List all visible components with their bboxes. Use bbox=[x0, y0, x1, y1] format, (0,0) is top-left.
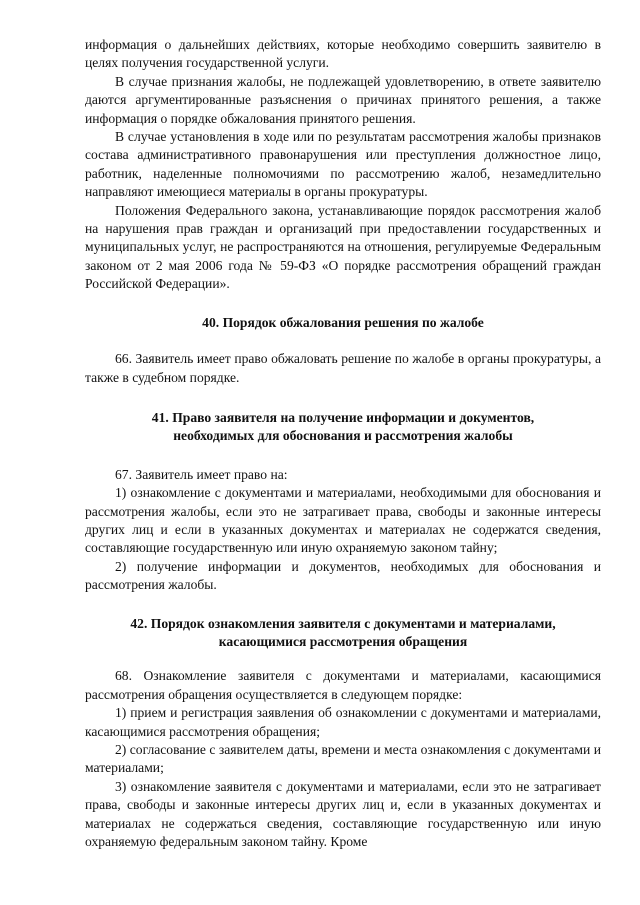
paragraph-68-item-2: 2) согласование с заявителем даты, времени и места ознакомления с документами и материалами; bbox=[85, 742, 601, 776]
section-40-heading: 40. Порядок обжалования решения по жалобе bbox=[202, 314, 484, 330]
paragraph-67-lead: 67. Заявитель имеет право на: bbox=[115, 466, 288, 482]
paragraph-66: 66. Заявитель имеет право обжаловать решение по жалобе в органы прокуратуры, а также в судебном порядке. bbox=[85, 351, 601, 385]
section-42-heading-line1: 42. Порядок ознакомления заявителя с документами и материалами, bbox=[130, 615, 556, 631]
paragraph-violation: В случае установления в ходе или по результатам рассмотрения жалобы признаков состава административного правонарушения или преступления должностное лицо, работник, наделенные полномочиями по рассмотрению жалоб, незамедлительно направляют имеющиеся материалы в органы прокуратуры. bbox=[85, 129, 601, 200]
paragraph-68-item-1: 1) прием и регистрация заявления об ознакомлении с документами и материалами, касающимися рассмотрения обращения; bbox=[85, 705, 601, 739]
paragraph-68-lead: 68. Ознакомление заявителя с документами и материалами, касающимися рассмотрения обращения осуществляется в следующем порядке: bbox=[85, 668, 601, 702]
paragraph-68-item-3: 3) ознакомление заявителя с документами и материалами, если это не затрагивает права, свободы и законные интересы других лиц и, если в указанных документах и материалах не содержаться сведения, составляющие государственную или иную охраняемую федеральным законом тайну. Кроме bbox=[85, 778, 601, 850]
document-page bbox=[85, 36, 601, 851]
paragraph-67-item-1: 1) ознакомление с документами и материалами, необходимыми для обоснования и рассмотрения жалобы, если это не затрагивает права, свободы и законные интересы других лиц и если в указанных документах и материалах не содержатся сведения, составляющие государственную или иную охраняемую законом тайну; bbox=[85, 485, 601, 556]
section-42-heading-line2: касающимися рассмотрения обращения bbox=[218, 633, 468, 649]
section-41-heading-line1: 41. Право заявителя на получение информации и документов, bbox=[151, 409, 535, 425]
paragraph-rejection: В случае признания жалобы, не подлежащей удовлетворению, в ответе заявителю даются аргументированные разъяснения о причинах принятого решения, а также информация о порядке обжалования принятого решения. bbox=[85, 73, 601, 126]
paragraph-federal-law: Положения Федерального закона, устанавливающие порядок рассмотрения жалоб на нарушения прав граждан и организаций при предоставлении государственных и муниципальных услуг, не распространяются на отношения, регулируемые Федеральным законом от 2 мая 2006 года № 59-ФЗ «О порядке рассмотрения обращений граждан Российской Федерации». bbox=[85, 202, 601, 292]
paragraph-67-item-2: 2) получение информации и документов, необходимых для обоснования и рассмотрения жалобы. bbox=[85, 558, 601, 593]
paragraph-continuation: информация о дальнейших действиях, которые необходимо совершить заявителю в целях получения государственной услуги. bbox=[85, 37, 601, 71]
section-41-heading-line2: необходимых для обоснования и рассмотрения жалобы bbox=[173, 428, 513, 444]
